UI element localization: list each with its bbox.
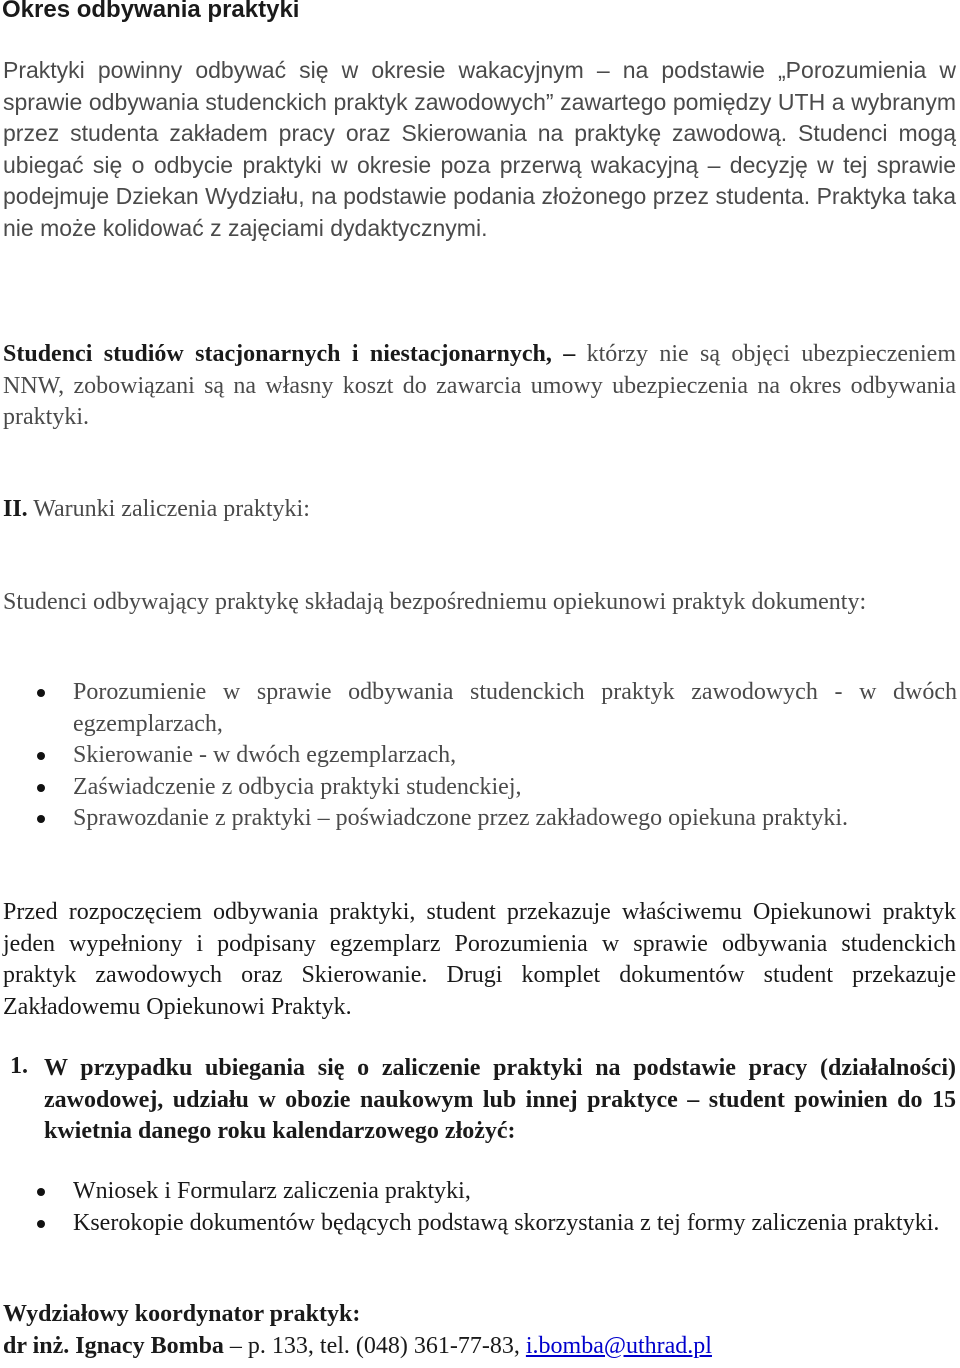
coordinator-block: [3, 1299, 956, 1362]
bullet-icon: [37, 752, 45, 760]
list-item: [0, 740, 957, 772]
list-item-text: Wniosek i Formularz zaliczenia praktyki,: [73, 1178, 471, 1204]
section-title: Okres odbywania praktyki: [2, 0, 300, 23]
bullet-icon: [37, 815, 45, 823]
documents-list: [0, 677, 960, 835]
list-item-text: Zaświadczenie z odbycia praktyki studenckiej,: [73, 773, 522, 800]
list-item-text: Skierowanie - w dwóch egzemplarzach,: [73, 742, 457, 768]
insurance-lead: Studenci studiów stacjonarnych i niestacjonarnych, –: [3, 341, 576, 367]
list-item-text: Porozumienie w sprawie odbywania studenckich praktyk zawodowych - w dwóch egzemplarzach,: [73, 679, 957, 737]
bullet-icon: [37, 784, 45, 792]
heading-completion-conditions: [3, 494, 956, 526]
paragraph-insurance: [3, 339, 956, 434]
bullet-icon: [37, 689, 45, 697]
item-number: 1.: [10, 1053, 28, 1079]
bullet-icon: [37, 1220, 45, 1228]
item-text: W przypadku ubiegania się o zaliczenie praktyki na podstawie pracy (działalności) zawodowej, udziału w obozie naukowym lub innej praktyce – student powinien do 15 kwietnia danego roku kalendarzowego złożyć:: [44, 1055, 956, 1144]
list-item-text: Kserokopie dokumentów będących podstawą skorzystania z tej formy zaliczenia praktyki.: [73, 1209, 940, 1236]
list-item: [0, 1208, 957, 1240]
coordinator-name: dr inż. Ignacy Bomba: [3, 1332, 224, 1359]
heading-text: Warunki zaliczenia praktyki:: [27, 496, 310, 522]
insurance-text: którzy nie są objęci ubezpieczeniem NNW, zobowiązani są na własny koszt do zawarcia umowy ubezpieczenia na okres odbywania praktyki.: [3, 341, 956, 430]
list-item: [0, 1176, 957, 1208]
documents-intro: Studenci odbywający praktykę składają bezpośredniemu opiekunowi praktyk dokumenty:: [3, 589, 867, 615]
coordinator-email-link[interactable]: i.bomba@uthrad.pl: [525, 1332, 712, 1359]
coordinator-contact: [3, 1331, 956, 1363]
list-item: [0, 677, 957, 740]
coordinator-label: Wydziałowy koordynator praktyk:: [3, 1301, 361, 1327]
list-item: [0, 772, 957, 804]
application-list: [0, 1176, 960, 1239]
coordinator-details: – p. 133, tel. (048) 361-77-83,: [223, 1332, 526, 1359]
paragraph-internship-period: Praktyki powinny odbywać się w okresie wakacyjnym – na podstawie „Porozumienia w sprawie odbywania studenckich praktyk zawodowych” zawartego pomiędzy UTH a wybranym przez studenta zakładem pracy oraz Skierowania na praktykę zawodową. Studenci mogą ubiegać się o odbycie praktyki w okresie poza przerwą wakacyjną – decyzję w tej sprawie podejmuje Dziekan Wydziału, na podstawie podania złożonego przez studenta. Praktyka taka nie może kolidować z zajęciami dydaktycznymi.: [3, 57, 956, 241]
list-item: [0, 803, 957, 835]
paragraph-before-start: Przed rozpoczęciem odbywania praktyki, student przekazuje właściwemu Opiekunowi praktyk jeden wypełniony i podpisany egzemplarz Porozumienia w sprawie odbywania studenckich praktyk zawodowych oraz Skierowanie. Drugi komplet dokumentów student przekazuje Zakładowemu Opiekunowi Praktyk.: [3, 899, 956, 1020]
heading-numeral: II.: [3, 496, 28, 522]
list-item-text: Sprawozdanie z praktyki – poświadczone przez zakładowego opiekuna praktyki.: [73, 805, 849, 831]
bullet-icon: [37, 1188, 45, 1196]
